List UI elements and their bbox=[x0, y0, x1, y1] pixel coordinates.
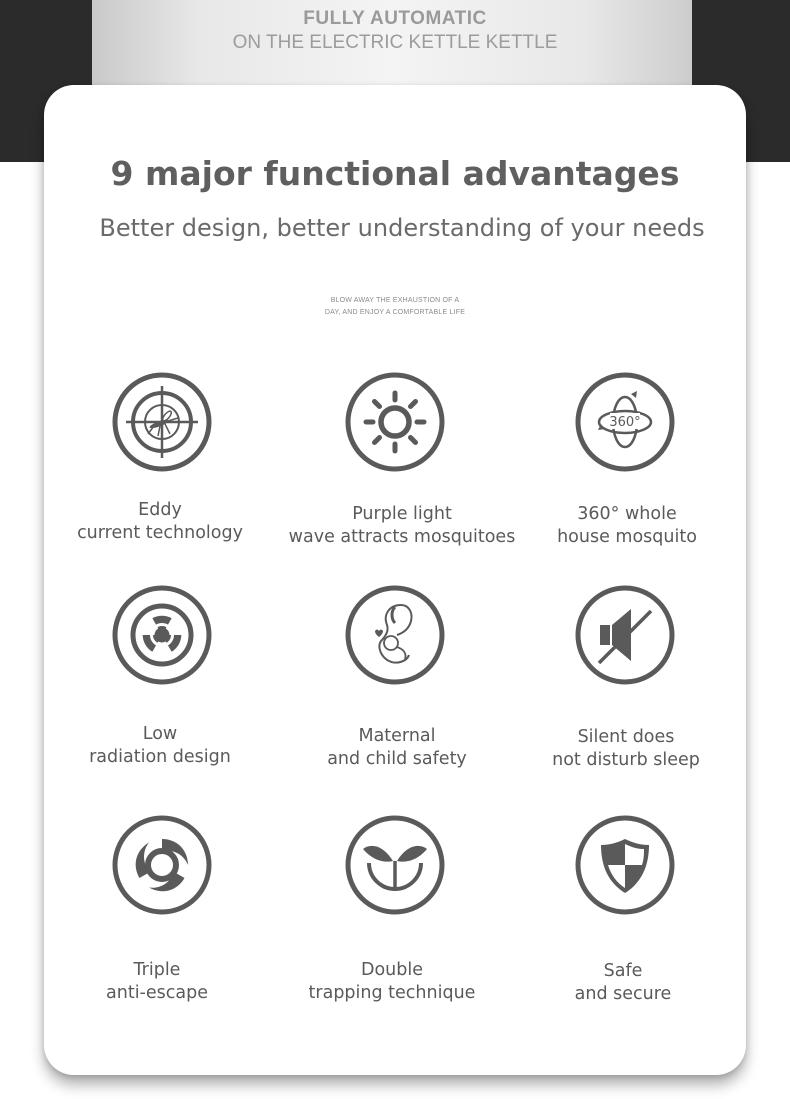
feature-label-purple-light: Purple light wave attracts mosquitoes bbox=[288, 504, 516, 547]
feature-label-360: 360° whole house mosquito bbox=[557, 504, 697, 547]
mosquito-target-icon bbox=[112, 372, 212, 472]
feature-label-safe: Safe and secure bbox=[574, 961, 672, 1004]
shield-icon bbox=[575, 815, 675, 915]
feature-label-silent: Silent does not disturb sleep bbox=[552, 727, 700, 770]
mute-speaker-icon bbox=[575, 585, 675, 685]
feature-label-maternal: Maternal and child safety bbox=[327, 726, 467, 769]
feature-label-eddy: Eddy current technology bbox=[77, 500, 243, 543]
tagline-line-1: BLOW AWAY THE EXHAUSTION OF A bbox=[330, 297, 460, 304]
tagline-line-2: DAY, AND ENJOY A COMFORTABLE LIFE bbox=[324, 309, 466, 316]
rotate-360-icon bbox=[575, 372, 675, 472]
feature-label-triple: Triple anti-escape bbox=[106, 960, 208, 1003]
page-title: 9 major functional advantages bbox=[110, 154, 680, 193]
feature-label-double: Double trapping technique bbox=[308, 960, 476, 1003]
leaf-sprout-icon bbox=[345, 815, 445, 915]
svg-text:360°: 360° bbox=[609, 415, 641, 430]
sun-icon bbox=[345, 372, 445, 472]
banner-line-1: FULLY AUTOMATIC bbox=[303, 8, 487, 29]
vortex-icon bbox=[112, 815, 212, 915]
radiation-icon bbox=[112, 585, 212, 685]
mother-child-icon bbox=[345, 585, 445, 685]
feature-label-low-radiation: Low radiation design bbox=[89, 724, 231, 767]
banner-line-2: ON THE ELECTRIC KETTLE KETTLE bbox=[232, 32, 558, 53]
page-subtitle: Better design, better understanding of your needs bbox=[99, 214, 705, 242]
